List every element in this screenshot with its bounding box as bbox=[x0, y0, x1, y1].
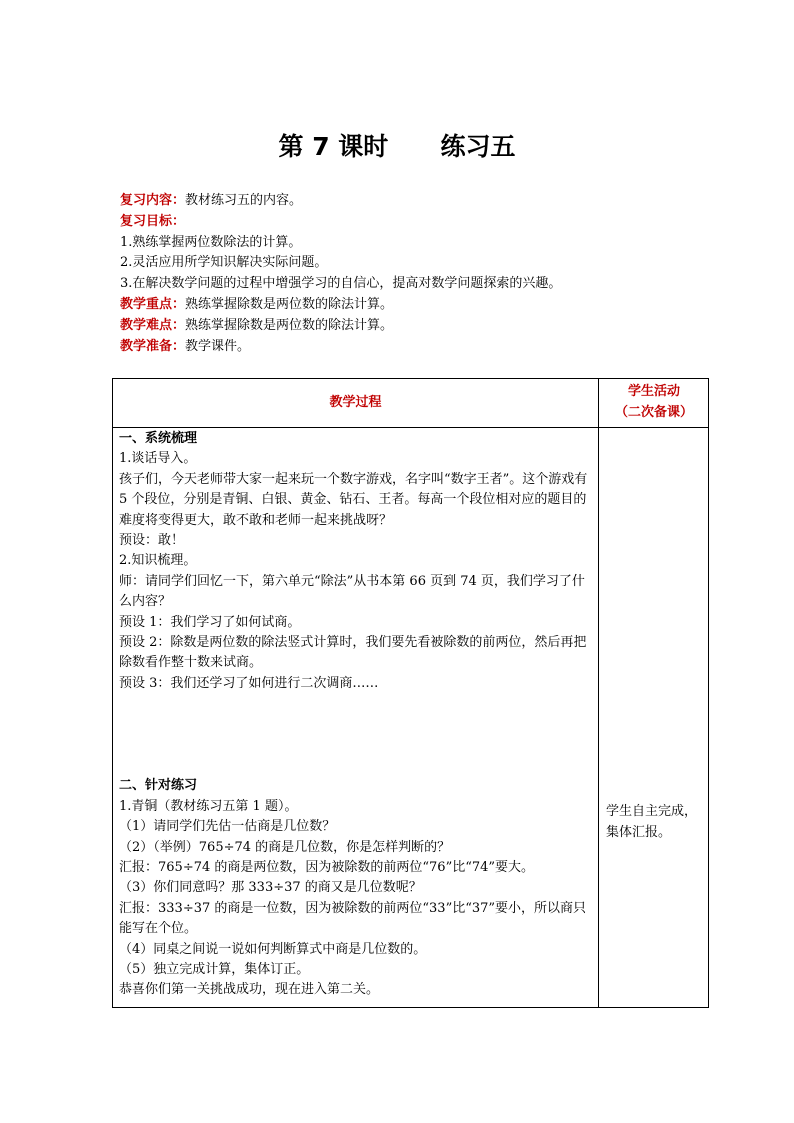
content-paragraph: 恭喜你们第一关挑战成功，现在进入第二关。 bbox=[119, 982, 380, 998]
goal-item: 3.在解决数学问题的过程中增强学习的自信心，提高对数学问题探索的兴趣。 bbox=[120, 276, 562, 292]
goal-item: 2.灵活应用所学知识解决实际问题。 bbox=[120, 255, 328, 271]
content-paragraph: 预设：敢！ bbox=[119, 533, 185, 549]
content-paragraph: 孩子们，今天老师带大家一起来玩一个数字游戏，名字叫“数字王者”。这个游戏有 5 个段位，分别是青铜、白银、黄金、钻石、王者。每高一个段位相对应的题目的难度将变得更大，敢不敢和老师一起来挑战呀？ bbox=[119, 471, 588, 528]
content-paragraph: （3）你们同意吗？那 333÷37 的商又是几位数呢？ bbox=[119, 880, 422, 896]
difficulty-line bbox=[120, 316, 680, 337]
header-student-activity bbox=[599, 379, 709, 427]
page-title: 第 7 课时 练习五 bbox=[278, 132, 516, 161]
content-paragraph: 预设 3：我们还学习了如何进行二次调商…… bbox=[119, 675, 379, 691]
content-paragraph: （5）独立完成计算，集体订正。 bbox=[119, 961, 310, 977]
key-point-text: 熟练掌握除数是两位数的除法计算。 bbox=[185, 296, 394, 312]
section-title: 一、系统梳理 bbox=[119, 431, 198, 446]
prep-label: 教学准备： bbox=[120, 338, 186, 354]
prep-text: 教学课件。 bbox=[185, 338, 251, 354]
difficulty-text: 熟练掌握除数是两位数的除法计算。 bbox=[185, 317, 394, 333]
content-paragraph: 1.谈话导入。 bbox=[119, 451, 197, 467]
header-student-activity-line2: （二次备课） bbox=[614, 405, 693, 420]
review-goals-label: 复习目标： bbox=[120, 213, 186, 229]
header-teaching-process: 教学过程 bbox=[329, 395, 382, 410]
student-activity-note: 学生自主完成，集体汇报。 bbox=[606, 804, 698, 840]
key-point-label: 教学重点： bbox=[120, 296, 186, 312]
content-paragraph: （1）请同学们先估一估商是几位数？ bbox=[119, 819, 336, 835]
content-paragraph: 汇报：765÷74 的商是两位数，因为被除数的前两位“76”比“74”要大。 bbox=[119, 859, 535, 875]
content-paragraph: 汇报：333÷37 的商是一位数，因为被除数的前两位“33”比“37”要小，所以商只能写在个位。 bbox=[119, 900, 587, 937]
key-point-line bbox=[120, 295, 680, 316]
lesson-meta bbox=[120, 191, 680, 357]
content-paragraph: 2.知识梳理。 bbox=[119, 553, 197, 569]
review-content-label: 复习内容： bbox=[120, 193, 186, 208]
section-title: 二、针对练习 bbox=[119, 778, 198, 794]
table-header-divider bbox=[113, 427, 708, 428]
header-student-activity-line1: 学生活动 bbox=[627, 384, 680, 399]
review-content-text: 教材练习五的内容。 bbox=[185, 193, 303, 208]
goal-item: 1.熟练掌握两位数除法的计算。 bbox=[120, 234, 302, 250]
content-paragraph: （2）（举例）765÷74 的商是几位数，你是怎样判断的？ bbox=[119, 839, 451, 855]
teaching-process-content bbox=[119, 429, 595, 1001]
review-content-line bbox=[120, 191, 680, 212]
lesson-table bbox=[112, 378, 709, 1008]
table-column-divider bbox=[598, 379, 599, 1007]
difficulty-label: 教学难点： bbox=[120, 317, 186, 333]
blank-space bbox=[119, 694, 595, 776]
content-paragraph: 预设 1：我们学习了如何试商。 bbox=[119, 614, 301, 630]
prep-line bbox=[120, 337, 680, 358]
review-goals-line bbox=[120, 212, 680, 233]
content-paragraph: （4）同桌之间说一说如何判断算式中商是几位数的。 bbox=[119, 941, 427, 957]
content-paragraph: 1.青铜（教材练习五第 1 题）。 bbox=[119, 798, 298, 814]
content-paragraph: 预设 2：除数是两位数的除法竖式计算时，我们要先看被除数的前两位，然后再把除数看作整十数来试商。 bbox=[119, 635, 587, 671]
content-paragraph: 师：请同学们回忆一下，第六单元“除法”从书本第 66 页到 74 页，我们学习了什么内容？ bbox=[119, 573, 585, 610]
